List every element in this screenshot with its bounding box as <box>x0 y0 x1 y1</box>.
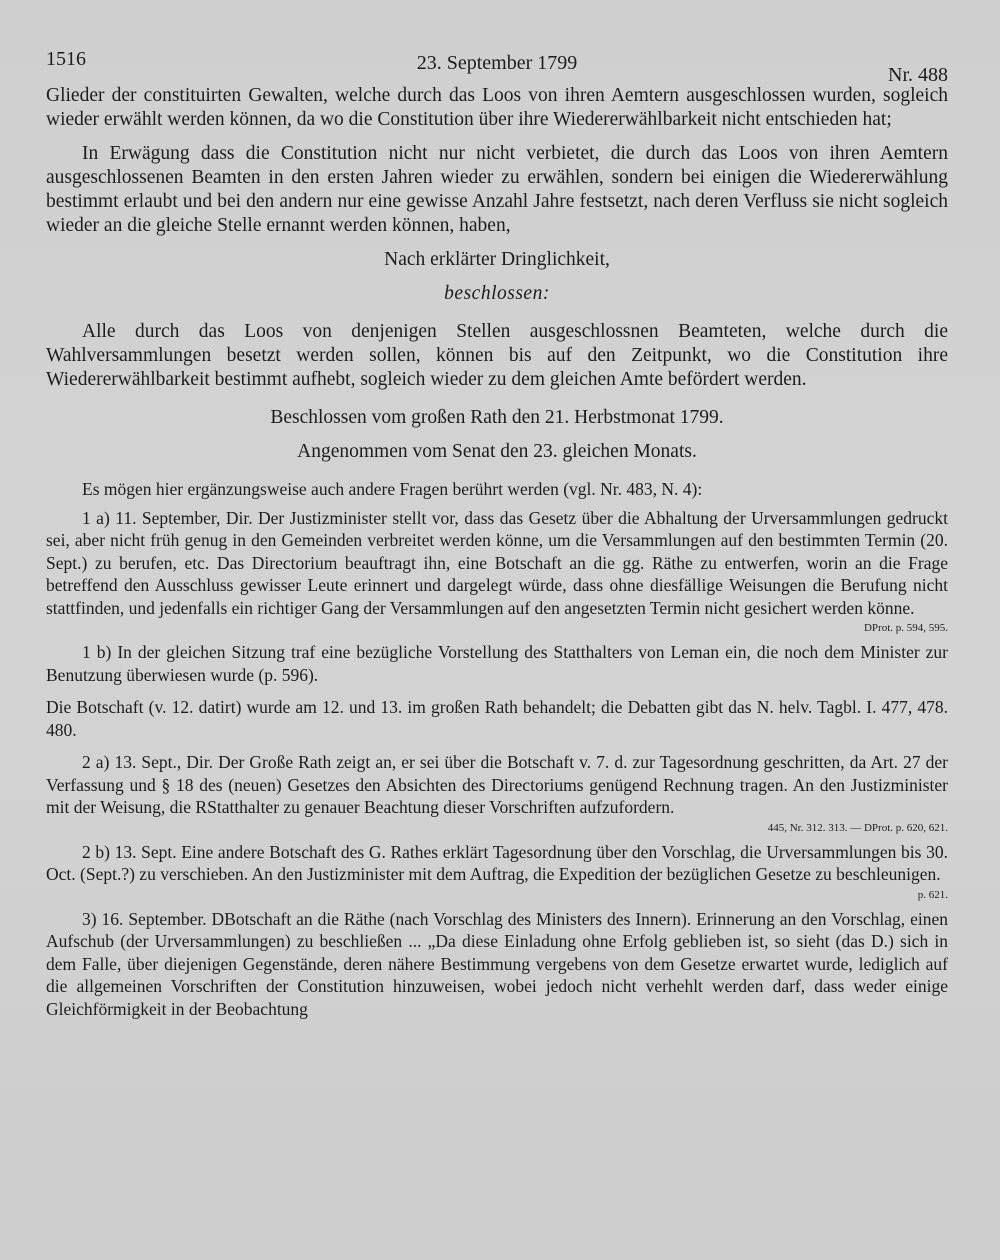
resolved-heading: beschlossen: <box>444 283 550 304</box>
page-header <box>46 48 948 84</box>
note-2b: 2 b) 13. Sept. Eine andere Botschaft des G. Rathes erklärt Tagesordnung über den Vorschlag, die Urversammlungen bis 30. Oct. (Sept.?) zu verschieben. An den Justizminister mit dem Auftrag, die Expedition der bezüglichen Gesetze zu beschleunigen. <box>46 841 948 884</box>
note-1c: Die Botschaft (v. 12. datirt) wurde am 12. und 13. im großen Rath behandelt; die Debatten gibt das N. helv. Tagbl. I. 477, 478. 480. <box>46 697 948 740</box>
urgency-line: Nach erklärter Dringlichkeit, <box>384 249 610 270</box>
note-2a-reference: 445, Nr. 312. 313. — DProt. p. 620, 621. <box>767 821 948 834</box>
note-2b-reference: p. 621. <box>917 888 948 901</box>
note-1b: 1 b) In der gleichen Sitzung traf eine bezügliche Vorstellung des Statthalters von Leman ein, die noch dem Minister zur Benutzung überwiesen wurde (p. 596). <box>46 642 948 685</box>
note-1a: 1 a) 11. September, Dir. Der Justizminister stellt vor, dass das Gesetz über die Abhaltung der Urversammlungen gedruckt sei, aber nicht früh genug in den Gemeinden verbreitet werden könne, um die Versammlungen auf den bestimmten Termin (20. Sept.) zu berufen, etc. Das Directorium beauftragt ihn, eine Botschaft an die gg. Räthe zu entwerfen, worin an die Frage betreffend den Ausschluss gewisser Leute erinnert und dargelegt würde, dass ohne diesfällige Weisungen die Berufung nicht stattfinden, und jedenfalls ein richtiger Gang der Versammlungen auf den angesetzten Termin nicht gesichert werden könne. <box>46 507 948 618</box>
resolved-by-council-line: Beschlossen vom großen Rath den 21. Herbstmonat 1799. <box>270 407 724 428</box>
paragraph-continuation: Glieder der constituirten Gewalten, welche durch das Loos von ihren Aemtern ausgeschlossen wurden, sogleich wieder erwählt werden können, da wo die Constitution über ihre Wiedererwählbarkeit nicht entschieden hat; <box>46 85 948 130</box>
note-1a-reference: DProt. p. 594, 595. <box>863 622 948 634</box>
note-2a: 2 a) 13. Sept., Dir. Der Große Rath zeigt an, er sei über die Botschaft v. 7. d. zur Tagesordnung geschritten, da Art. 27 der Verfassung und § 18 des (neuen) Gesetzes den Absichten des Directoriums genügend Rechnung tragen. An den Justizminister mit der Weisung, die RStatthalter zu genauer Beachtung dieser Vorschriften aufzufordern. <box>46 752 948 817</box>
header-date: 23. September 1799 <box>416 52 578 74</box>
resolution-text: Alle durch das Loos von denjenigen Stellen ausgeschlossnen Beamteten, welche durch die Wahlversammlungen besetzt werden sollen, können bis auf den Zeitpunkt, wo die Constitution ihre Wiedererwählbarkeit bestimmt aufhebt, sogleich wieder zu dem gleichen Amte befördert werden. <box>46 321 948 390</box>
accepted-by-senate-line: Angenommen vom Senat den 23. gleichen Monats. <box>297 441 697 462</box>
page-number: 1516 <box>46 48 86 70</box>
paragraph-considerans: In Erwägung dass die Constitution nicht nur nicht verbietet, die durch das Loos von ihren Aemtern ausgeschlossenen Beamten in den ersten Jahren wieder zu erwählen, sondern bei einigen die Wiedererwählung bestimmt erlaubt und bei den andern nur eine gewisse Anzahl Jahre festsetzt, nach deren Verfluss sie nicht sogleich wieder an die gleiche Stelle ernannt werden können, haben, <box>46 143 948 236</box>
notes-intro: Es mögen hier ergänzungsweise auch andere Fragen berührt werden (vgl. Nr. 483, N. 4): <box>82 479 703 499</box>
note-3: 3) 16. September. DBotschaft an die Räthe (nach Vorschlag des Ministers des Innern). Erinnerung an den Vorschlag, einen Aufschub (der Urversammlungen) zu beschließen ... „Da diese Einladung ohne Erfolg geblieben ist, so sieht (das D.) sich in dem Falle, über diejenigen Gegenstände, deren nähere Bestimmung vergebens von dem Gesetze erwartet wurde, lediglich auf die allgemeinen Vorschriften der Constitution hinzuweisen, wobei jedoch nicht verhehlt werden darf, dass weder einige Gleichförmigkeit in der Beobachtung <box>46 908 948 1019</box>
document-number: Nr. 488 <box>888 64 948 86</box>
